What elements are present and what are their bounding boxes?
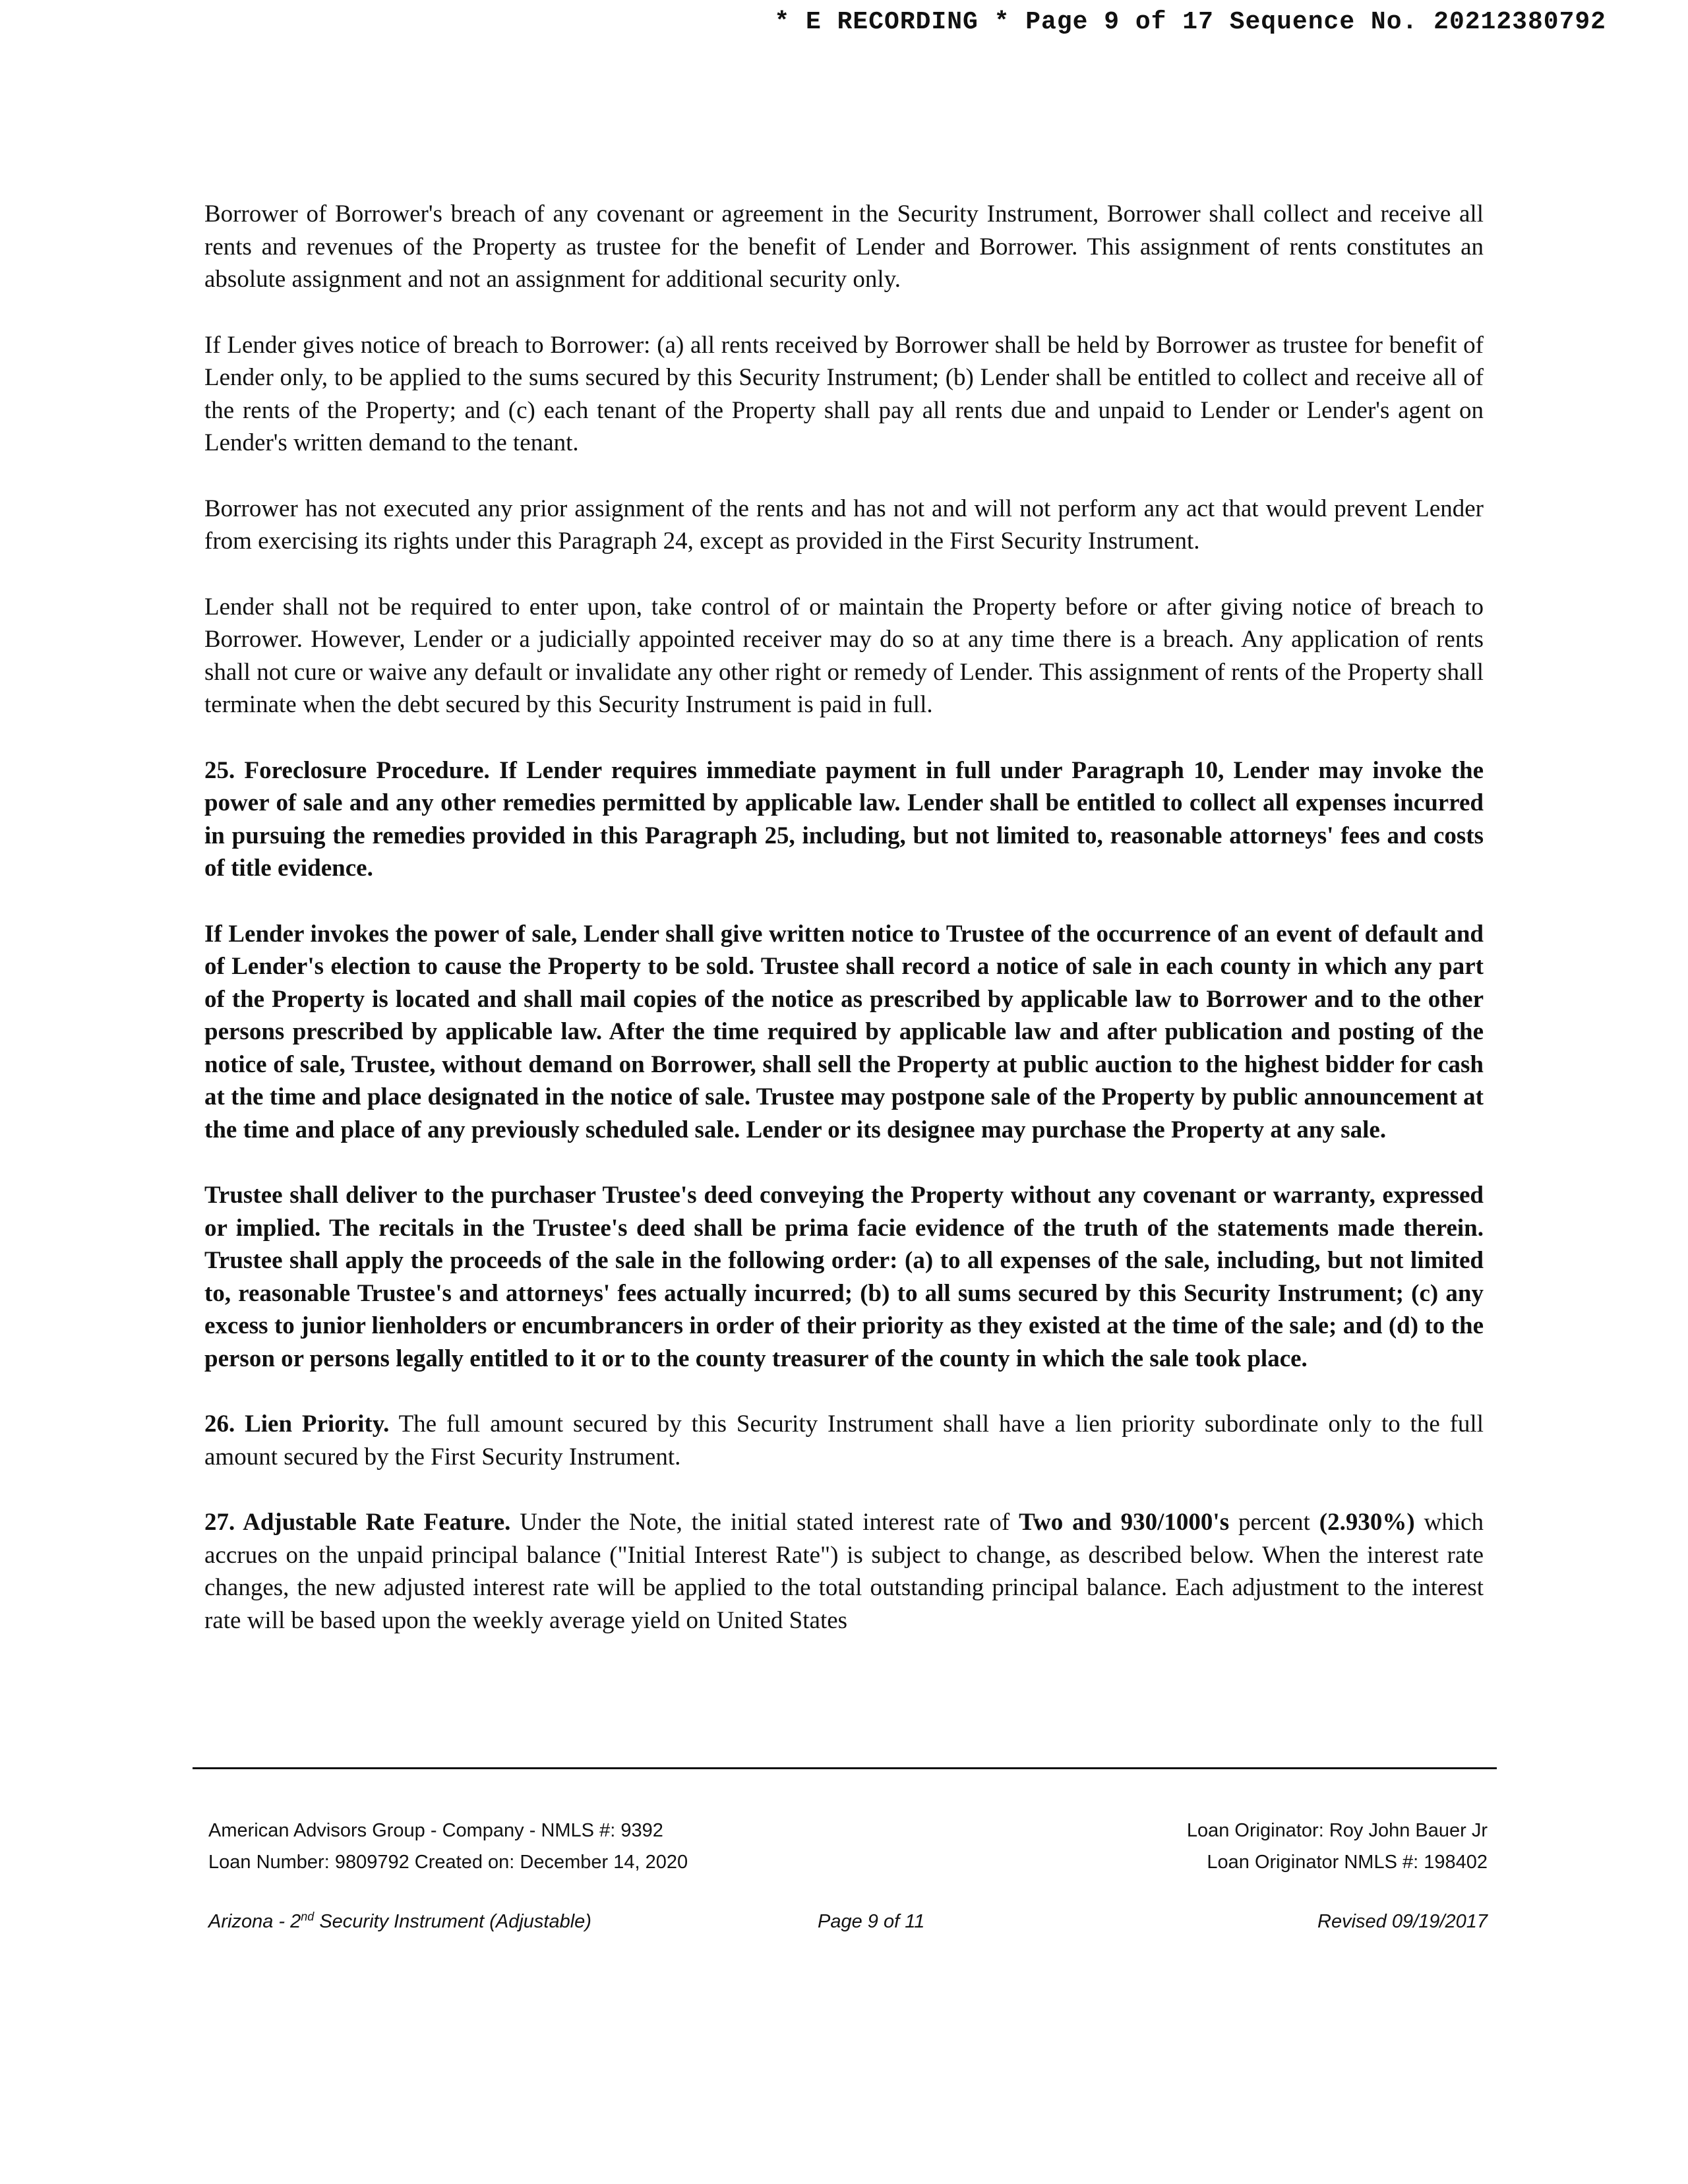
footer-loan-number: Loan Number: 9809792 Created on: December 14, 2020 (208, 1852, 688, 1873)
lien-priority-text: The full amount secured by this Security Instrument shall have a lien priority subordinate only to the full amount secured by the First Security Instrument. (204, 1410, 1484, 1471)
paragraph-notice-of-breach: If Lender gives notice of breach to Borrower: (a) all rents received by Borrower shall be held by Borrower as trustee for benefit of Lender only, to be applied to the sums secured by this Security Instrument; (b) Lender shall be entitled to collect and receive all of the rents of the Property; and (c) each tenant of the Property shall pay all rents due and unpaid to Lender or Lender's agent on Lender's written demand to the tenant. (204, 331, 1484, 456)
form-title-sup: nd (301, 1910, 315, 1924)
footer-page-number: Page 9 of 11 (818, 1911, 925, 1932)
paragraph-trustee-deed: Trustee shall deliver to the purchaser Trustee's deed conveying the Property without any covenant or warranty, expressed or implied. The recitals in the Trustee's deed shall be prima facie evidence of the truth of the statements made therein. Trustee shall apply the proceeds of the sale in the following order: (a) to all expenses of the sale, including, but not limited to, reasonable Trustee's and attorneys' fees actually incurred; (b) to all sums secured by this Security Instrument; (c) any excess to junior lienholders or encumbrancers in order of their priority as they existed at the time of the sale; and (d) to the person or persons legally entitled to it or to the county treasurer of the county in which the sale took place. (204, 1182, 1484, 1372)
footer-revised: Revised 09/19/2017 (1317, 1911, 1488, 1932)
paragraph-foreclosure-procedure: 25. Foreclosure Procedure. If Lender requires immediate payment in full under Paragraph 10, Lender may invoke the power of sale and any other remedies permitted by applicable law. Lender shall be entitled to collect all expenses incurred in pursuing the remedies provided in this Paragraph 25, including, but not limited to, reasonable attorneys' fees and costs of title evidence. (204, 756, 1484, 882)
paragraph-power-of-sale: If Lender invokes the power of sale, Lender shall give written notice to Trustee of the occurrence of an event of default and of Lender's election to cause the Property to be sold. Trustee shall record a notice of sale in each county in which any part of the Property is located and shall mail copies of the notice as prescribed by applicable law to Borrower and to the other persons prescribed by applicable law. After the time required by applicable law and after publication and posting of the notice of sale, Trustee, without demand on Borrower, shall sell the Property at public auction to the highest bidder for cash at the time and place designated in the notice of sale. Trustee may postpone sale of the Property by public announcement at the time and place of any previously scheduled sale. Lender or its designee may purchase the Property at any sale. (204, 920, 1484, 1143)
adjustable-rate-text-b: percent (1229, 1509, 1319, 1536)
form-title-prefix: Arizona - 2 (208, 1911, 301, 1932)
footer-originator: Loan Originator: Roy John Bauer Jr (1186, 1820, 1488, 1841)
rate-in-words: Two and 930/1000's (1019, 1509, 1230, 1536)
footer-company: American Advisors Group - Company - NMLS #: 9392 (208, 1820, 663, 1841)
adjustable-rate-text-a: Under the Note, the initial stated interest rate of (510, 1509, 1019, 1536)
lien-priority-heading: 26. Lien Priority. (204, 1410, 390, 1438)
recording-header: * E RECORDING * Page 9 of 17 Sequence No. 20212380792 (774, 8, 1606, 36)
footer-form-title (208, 1911, 591, 1933)
paragraph-lender-control: Lender shall not be required to enter upon, take control of or maintain the Property before or after giving notice of breach to Borrower. However, Lender or a judicially appointed receiver may do so at any time there is a breach. Any application of rents shall not cure or waive any default or invalidate any other right or remedy of Lender. This assignment of rents of the Property shall terminate when the debt secured by this Security Instrument is paid in full. (204, 593, 1484, 718)
paragraph-prior-assignment: Borrower has not executed any prior assignment of the rents and has not and will not perform any act that would prevent Lender from exercising its rights under this Paragraph 24, except as provided in the First Security Instrument. (204, 495, 1484, 555)
form-title-suffix: Security Instrument (Adjustable) (314, 1911, 591, 1932)
document-body (204, 198, 1484, 1670)
rate-number: (2.930%) (1319, 1509, 1415, 1536)
adjustable-rate-heading: 27. Adjustable Rate Feature. (204, 1509, 511, 1536)
footer-originator-nmls: Loan Originator NMLS #: 198402 (1207, 1852, 1488, 1873)
paragraph-rents-trustee: Borrower of Borrower's breach of any covenant or agreement in the Security Instrument, Borrower shall collect and receive all rents and revenues of the Property as trustee for the benefit of Lender and Borrower. This assignment of rents constitutes an absolute assignment and not an assignment for additional security only. (204, 200, 1484, 293)
footer-divider (193, 1767, 1497, 1769)
adjustable-rate-text-c: which accrues on the unpaid principal balance ("Initial Interest Rate") is subject to change, as described below. When the interest rate changes, the new adjusted interest rate will be applied to the total outstanding principal balance. Each adjustment to the interest rate will be based upon the weekly average yield on United States (204, 1509, 1484, 1634)
paragraph-lien-priority (204, 1408, 1484, 1473)
paragraph-adjustable-rate (204, 1506, 1484, 1637)
